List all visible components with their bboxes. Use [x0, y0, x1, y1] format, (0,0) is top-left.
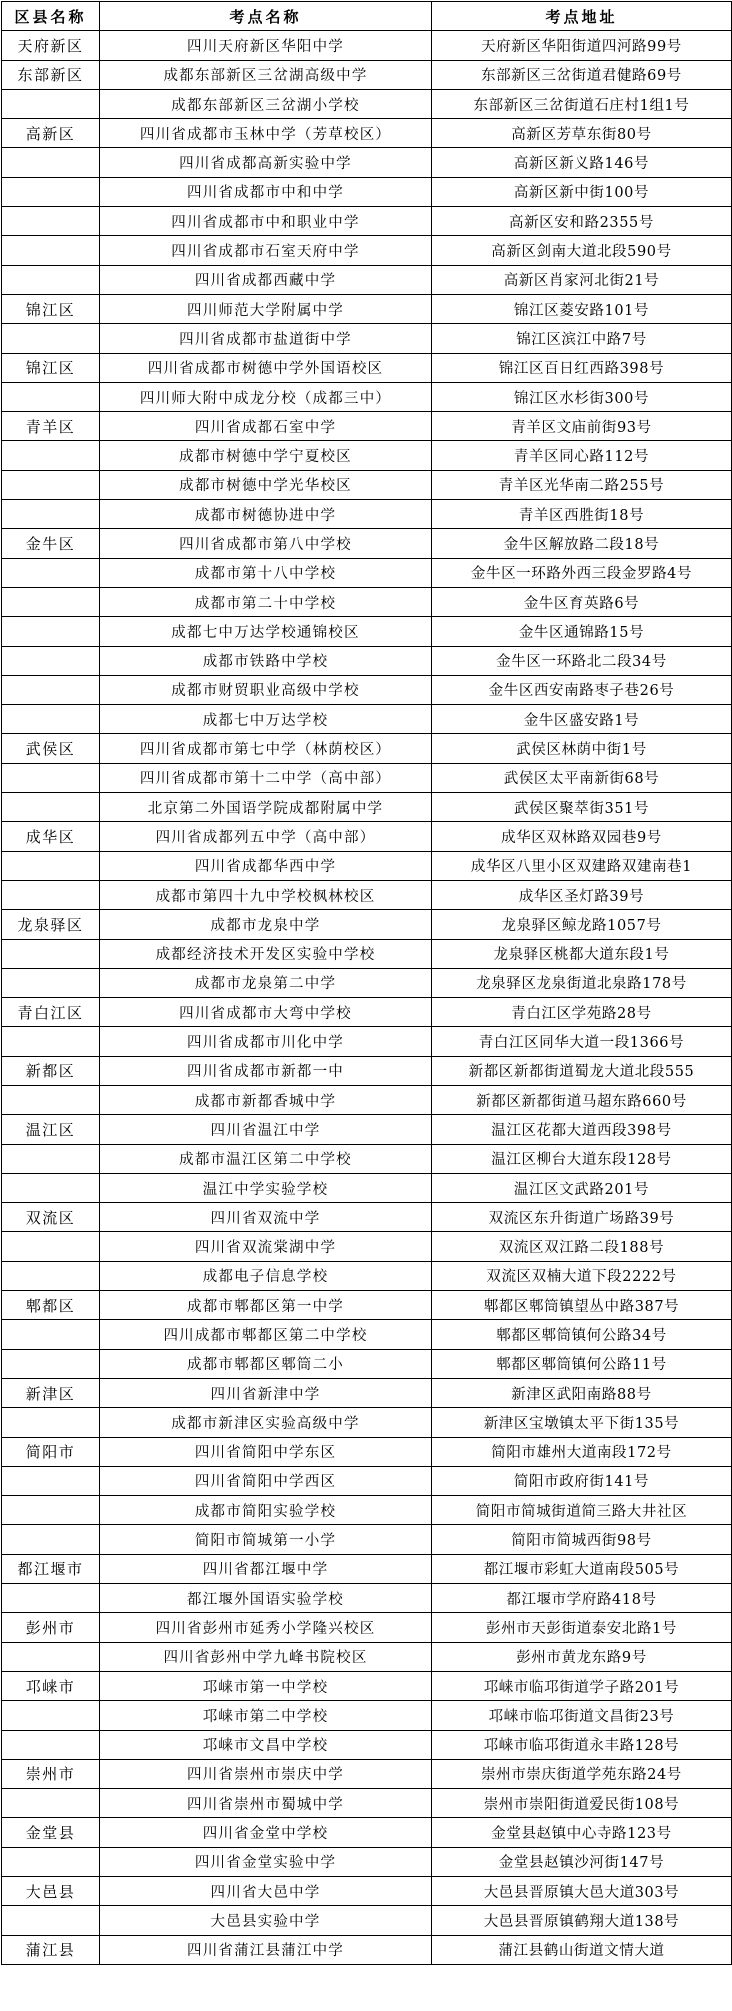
site-name-cell: 四川省双流中学 — [100, 1203, 432, 1232]
district-cell — [2, 1173, 100, 1202]
table-row — [2, 412, 732, 441]
site-address-cell: 大邑县晋原镇鹤翔大道138号 — [432, 1906, 732, 1935]
site-address-cell: 高新区新义路146号 — [432, 148, 732, 177]
table-row — [2, 1056, 732, 1085]
district-cell: 温江区 — [2, 1115, 100, 1144]
site-name-cell: 成都市龙泉第二中学 — [100, 968, 432, 997]
site-address-cell: 崇州市崇庆街道学苑东路24号 — [432, 1759, 732, 1788]
site-name-cell: 成都市郫都区郫筒二小 — [100, 1349, 432, 1378]
site-name-cell: 四川省成都西藏中学 — [100, 265, 432, 294]
site-name-cell: 四川省温江中学 — [100, 1115, 432, 1144]
district-cell — [2, 177, 100, 206]
site-name-cell: 四川师大附中成龙分校（成都三中） — [100, 382, 432, 411]
exam-site-table — [1, 1, 732, 1965]
district-cell — [2, 587, 100, 616]
table-row — [2, 1349, 732, 1378]
district-cell: 青白江区 — [2, 998, 100, 1027]
site-name-cell: 四川省彭州中学九峰书院校区 — [100, 1642, 432, 1671]
site-name-cell: 四川省成都市石室天府中学 — [100, 236, 432, 265]
district-cell: 郫都区 — [2, 1291, 100, 1320]
table-row — [2, 1378, 732, 1407]
table-row — [2, 675, 732, 704]
district-cell — [2, 207, 100, 236]
district-cell: 新都区 — [2, 1056, 100, 1085]
site-address-cell: 蒲江县鹤山街道文情大道 — [432, 1935, 732, 1964]
district-cell — [2, 1789, 100, 1818]
site-name-cell: 四川省成都石室中学 — [100, 412, 432, 441]
district-cell — [2, 1847, 100, 1876]
site-name-cell: 四川省成都市中和职业中学 — [100, 207, 432, 236]
district-cell: 蒲江县 — [2, 1935, 100, 1964]
site-name-cell: 简阳市简城第一小学 — [100, 1525, 432, 1554]
table-body — [2, 31, 732, 1965]
site-name-cell: 成都市第十八中学校 — [100, 558, 432, 587]
header-district: 区县名称 — [2, 2, 100, 31]
table-row — [2, 617, 732, 646]
table-row — [2, 1144, 732, 1173]
table-row — [2, 1730, 732, 1759]
table-row — [2, 353, 732, 382]
district-cell — [2, 793, 100, 822]
site-name-cell: 成都市铁路中学校 — [100, 646, 432, 675]
site-address-cell: 温江区文武路201号 — [432, 1173, 732, 1202]
site-name-cell: 成都市简阳实验学校 — [100, 1496, 432, 1525]
table-row — [2, 1291, 732, 1320]
site-name-cell: 四川省成都市大弯中学校 — [100, 998, 432, 1027]
site-name-cell: 成都电子信息学校 — [100, 1261, 432, 1290]
site-name-cell: 四川省成都市第七中学（林荫校区） — [100, 734, 432, 763]
district-cell: 金牛区 — [2, 529, 100, 558]
site-address-cell: 高新区芳草东街80号 — [432, 119, 732, 148]
table-row — [2, 31, 732, 60]
site-name-cell: 四川省都江堰中学 — [100, 1554, 432, 1583]
table-row — [2, 558, 732, 587]
table-row — [2, 910, 732, 939]
site-name-cell: 四川省成都列五中学（高中部） — [100, 822, 432, 851]
table-row — [2, 1584, 732, 1613]
table-row — [2, 1203, 732, 1232]
site-address-cell: 邛崃市临邛街道文昌街23号 — [432, 1701, 732, 1730]
site-address-cell: 新津区武阳南路88号 — [432, 1378, 732, 1407]
district-cell: 成华区 — [2, 822, 100, 851]
site-address-cell: 青白江区学苑路28号 — [432, 998, 732, 1027]
table-row — [2, 1935, 732, 1964]
district-cell: 东部新区 — [2, 60, 100, 89]
site-name-cell: 成都市新津区实验高级中学 — [100, 1408, 432, 1437]
table-row — [2, 793, 732, 822]
site-address-cell: 天府新区华阳街道四河路99号 — [432, 31, 732, 60]
district-cell — [2, 324, 100, 353]
district-cell — [2, 1466, 100, 1495]
site-name-cell: 四川省成都高新实验中学 — [100, 148, 432, 177]
district-cell — [2, 1701, 100, 1730]
site-name-cell: 四川省新津中学 — [100, 1378, 432, 1407]
site-name-cell: 成都东部新区三岔湖高级中学 — [100, 60, 432, 89]
table-row — [2, 1789, 732, 1818]
site-address-cell: 简阳市雄州大道南段172号 — [432, 1437, 732, 1466]
district-cell — [2, 1349, 100, 1378]
site-name-cell: 成都市树德中学光华校区 — [100, 470, 432, 499]
district-cell — [2, 265, 100, 294]
site-address-cell: 高新区肖家河北街21号 — [432, 265, 732, 294]
site-address-cell: 青白江区同华大道一段1366号 — [432, 1027, 732, 1056]
site-address-cell: 龙泉驿区龙泉街道北泉路178号 — [432, 968, 732, 997]
site-address-cell: 成华区八里小区双建路双建南巷1 — [432, 851, 732, 880]
site-address-cell: 双流区双楠大道下段2222号 — [432, 1261, 732, 1290]
table-row — [2, 1613, 732, 1642]
table-row — [2, 1877, 732, 1906]
site-address-cell: 双流区东升街道广场路39号 — [432, 1203, 732, 1232]
district-cell — [2, 851, 100, 880]
table-row — [2, 119, 732, 148]
district-cell — [2, 705, 100, 734]
site-address-cell: 新都区新都街道马超东路660号 — [432, 1085, 732, 1114]
site-name-cell: 大邑县实验中学 — [100, 1906, 432, 1935]
table-row — [2, 1525, 732, 1554]
district-cell — [2, 1525, 100, 1554]
site-address-cell: 金牛区通锦路15号 — [432, 617, 732, 646]
district-cell: 双流区 — [2, 1203, 100, 1232]
site-address-cell: 高新区新中街100号 — [432, 177, 732, 206]
site-name-cell: 成都市树德中学宁夏校区 — [100, 441, 432, 470]
header-site-address: 考点地址 — [432, 2, 732, 31]
district-cell — [2, 1085, 100, 1114]
table-row — [2, 1085, 732, 1114]
site-address-cell: 金牛区一环路北二段34号 — [432, 646, 732, 675]
district-cell — [2, 646, 100, 675]
district-cell: 天府新区 — [2, 31, 100, 60]
site-address-cell: 东部新区三岔街道石庄村1组1号 — [432, 89, 732, 118]
site-address-cell: 锦江区菱安路101号 — [432, 294, 732, 323]
site-name-cell: 成都市第四十九中学校枫林校区 — [100, 880, 432, 909]
district-cell: 高新区 — [2, 119, 100, 148]
table-row — [2, 500, 732, 529]
site-address-cell: 青羊区同心路112号 — [432, 441, 732, 470]
table-row — [2, 998, 732, 1027]
site-name-cell: 四川省彭州市延秀小学隆兴校区 — [100, 1613, 432, 1642]
header-site-name: 考点名称 — [100, 2, 432, 31]
table-row — [2, 1671, 732, 1700]
site-address-cell: 金牛区西安南路枣子巷26号 — [432, 675, 732, 704]
site-address-cell: 崇州市崇阳街道爱民街108号 — [432, 1789, 732, 1818]
district-cell — [2, 675, 100, 704]
district-cell: 金堂县 — [2, 1818, 100, 1847]
table-row — [2, 939, 732, 968]
district-cell — [2, 148, 100, 177]
district-cell: 青羊区 — [2, 412, 100, 441]
district-cell — [2, 1027, 100, 1056]
site-address-cell: 金牛区解放路二段18号 — [432, 529, 732, 558]
site-name-cell: 四川省成都市中和中学 — [100, 177, 432, 206]
site-address-cell: 双流区双江路二段188号 — [432, 1232, 732, 1261]
site-name-cell: 四川省双流棠湖中学 — [100, 1232, 432, 1261]
site-address-cell: 锦江区水杉街300号 — [432, 382, 732, 411]
table-row — [2, 1496, 732, 1525]
site-address-cell: 温江区花都大道西段398号 — [432, 1115, 732, 1144]
district-cell — [2, 441, 100, 470]
table-row — [2, 851, 732, 880]
table-row — [2, 1466, 732, 1495]
table-row — [2, 822, 732, 851]
district-cell — [2, 1261, 100, 1290]
table-row — [2, 705, 732, 734]
site-name-cell: 四川省崇州市蜀城中学 — [100, 1789, 432, 1818]
site-address-cell: 彭州市天彭街道泰安北路1号 — [432, 1613, 732, 1642]
site-name-cell: 四川省成都市第八中学校 — [100, 529, 432, 558]
table-row — [2, 207, 732, 236]
header-row — [2, 2, 732, 31]
site-address-cell: 温江区柳台大道东段128号 — [432, 1144, 732, 1173]
site-address-cell: 大邑县晋原镇大邑大道303号 — [432, 1877, 732, 1906]
table-row — [2, 265, 732, 294]
site-name-cell: 成都市龙泉中学 — [100, 910, 432, 939]
table-row — [2, 1642, 732, 1671]
district-cell — [2, 500, 100, 529]
table-row — [2, 587, 732, 616]
site-address-cell: 锦江区百日红西路398号 — [432, 353, 732, 382]
site-address-cell: 锦江区滨江中路7号 — [432, 324, 732, 353]
table-row — [2, 1173, 732, 1202]
site-name-cell: 四川省金堂实验中学 — [100, 1847, 432, 1876]
district-cell — [2, 1320, 100, 1349]
district-cell — [2, 1144, 100, 1173]
site-name-cell: 邛崃市第一中学校 — [100, 1671, 432, 1700]
table-row — [2, 1906, 732, 1935]
site-name-cell: 四川省成都市玉林中学（芳草校区） — [100, 119, 432, 148]
site-name-cell: 温江中学实验学校 — [100, 1173, 432, 1202]
table-row — [2, 1115, 732, 1144]
district-cell: 邛崃市 — [2, 1671, 100, 1700]
site-name-cell: 成都东部新区三岔湖小学校 — [100, 89, 432, 118]
site-address-cell: 新津区宝墩镇太平下街135号 — [432, 1408, 732, 1437]
site-name-cell: 四川省大邑中学 — [100, 1877, 432, 1906]
site-name-cell: 成都市新都香城中学 — [100, 1085, 432, 1114]
table-row — [2, 294, 732, 323]
site-name-cell: 成都经济技术开发区实验中学校 — [100, 939, 432, 968]
table-row — [2, 236, 732, 265]
site-name-cell: 四川省成都市盐道街中学 — [100, 324, 432, 353]
district-cell: 都江堰市 — [2, 1554, 100, 1583]
table-row — [2, 470, 732, 499]
district-cell — [2, 1232, 100, 1261]
table-row — [2, 1232, 732, 1261]
district-cell — [2, 1408, 100, 1437]
site-address-cell: 青羊区光华南二路255号 — [432, 470, 732, 499]
district-cell — [2, 470, 100, 499]
table-row — [2, 1818, 732, 1847]
site-name-cell: 四川省蒲江县蒲江中学 — [100, 1935, 432, 1964]
table-row — [2, 529, 732, 558]
site-name-cell: 四川省简阳中学西区 — [100, 1466, 432, 1495]
table-row — [2, 1408, 732, 1437]
table-row — [2, 1759, 732, 1788]
district-cell — [2, 1642, 100, 1671]
district-cell: 新津区 — [2, 1378, 100, 1407]
district-cell: 武侯区 — [2, 734, 100, 763]
table-row — [2, 324, 732, 353]
site-name-cell: 成都市温江区第二中学校 — [100, 1144, 432, 1173]
site-address-cell: 青羊区西胜街18号 — [432, 500, 732, 529]
site-address-cell: 龙泉驿区桃都大道东段1号 — [432, 939, 732, 968]
site-address-cell: 龙泉驿区鲸龙路1057号 — [432, 910, 732, 939]
site-address-cell: 彭州市黄龙东路9号 — [432, 1642, 732, 1671]
site-name-cell: 四川省成都华西中学 — [100, 851, 432, 880]
district-cell — [2, 763, 100, 792]
table-row — [2, 968, 732, 997]
site-name-cell: 成都市财贸职业高级中学校 — [100, 675, 432, 704]
table-row — [2, 1701, 732, 1730]
site-address-cell: 金堂县赵镇沙河街147号 — [432, 1847, 732, 1876]
district-cell — [2, 880, 100, 909]
table-row — [2, 734, 732, 763]
district-cell — [2, 617, 100, 646]
site-address-cell: 邛崃市临邛街道永丰路128号 — [432, 1730, 732, 1759]
site-address-cell: 郫都区郫筒镇何公路34号 — [432, 1320, 732, 1349]
district-cell — [2, 558, 100, 587]
table-row — [2, 1320, 732, 1349]
site-address-cell: 武侯区林荫中街1号 — [432, 734, 732, 763]
table-row — [2, 382, 732, 411]
site-name-cell: 四川成都市郫都区第二中学校 — [100, 1320, 432, 1349]
table-row — [2, 763, 732, 792]
site-address-cell: 金牛区盛安路1号 — [432, 705, 732, 734]
table-row — [2, 1554, 732, 1583]
table-row — [2, 177, 732, 206]
site-address-cell: 邛崃市临邛街道学子路201号 — [432, 1671, 732, 1700]
site-name-cell: 四川天府新区华阳中学 — [100, 31, 432, 60]
site-name-cell: 四川省简阳中学东区 — [100, 1437, 432, 1466]
site-name-cell: 成都市第二十中学校 — [100, 587, 432, 616]
district-cell — [2, 89, 100, 118]
site-name-cell: 邛崃市文昌中学校 — [100, 1730, 432, 1759]
table-row — [2, 646, 732, 675]
district-cell: 简阳市 — [2, 1437, 100, 1466]
site-address-cell: 新都区新都街道蜀龙大道北段555 — [432, 1056, 732, 1085]
site-name-cell: 成都七中万达学校通锦校区 — [100, 617, 432, 646]
site-name-cell: 四川省成都市川化中学 — [100, 1027, 432, 1056]
site-address-cell: 简阳市简城西街98号 — [432, 1525, 732, 1554]
site-address-cell: 郫都区郫筒镇望丛中路387号 — [432, 1291, 732, 1320]
district-cell: 崇州市 — [2, 1759, 100, 1788]
site-address-cell: 郫都区郫筒镇何公路11号 — [432, 1349, 732, 1378]
district-cell — [2, 382, 100, 411]
table-row — [2, 1847, 732, 1876]
table-row — [2, 148, 732, 177]
district-cell: 锦江区 — [2, 353, 100, 382]
table-row — [2, 1437, 732, 1466]
site-address-cell: 东部新区三岔街道君健路69号 — [432, 60, 732, 89]
site-name-cell: 邛崃市第二中学校 — [100, 1701, 432, 1730]
site-name-cell: 成都市郫都区第一中学 — [100, 1291, 432, 1320]
site-address-cell: 成华区双林路双园巷9号 — [432, 822, 732, 851]
district-cell: 龙泉驿区 — [2, 910, 100, 939]
district-cell — [2, 1906, 100, 1935]
site-name-cell: 四川省金堂中学校 — [100, 1818, 432, 1847]
table-row — [2, 441, 732, 470]
site-address-cell: 金堂县赵镇中心寺路123号 — [432, 1818, 732, 1847]
district-cell — [2, 939, 100, 968]
site-address-cell: 都江堰市学府路418号 — [432, 1584, 732, 1613]
site-address-cell: 武侯区聚萃街351号 — [432, 793, 732, 822]
site-address-cell: 武侯区太平南新街68号 — [432, 763, 732, 792]
site-name-cell: 四川省成都市第十二中学（高中部） — [100, 763, 432, 792]
site-address-cell: 成华区圣灯路39号 — [432, 880, 732, 909]
district-cell: 彭州市 — [2, 1613, 100, 1642]
site-name-cell: 四川省成都市树德中学外国语校区 — [100, 353, 432, 382]
site-name-cell: 四川省成都市新都一中 — [100, 1056, 432, 1085]
district-cell — [2, 968, 100, 997]
site-name-cell: 成都七中万达学校 — [100, 705, 432, 734]
table-row — [2, 89, 732, 118]
site-address-cell: 简阳市政府街141号 — [432, 1466, 732, 1495]
table-row — [2, 60, 732, 89]
district-cell — [2, 1584, 100, 1613]
site-address-cell: 简阳市简城街道简三路大井社区 — [432, 1496, 732, 1525]
district-cell — [2, 1496, 100, 1525]
site-name-cell: 北京第二外国语学院成都附属中学 — [100, 793, 432, 822]
table-row — [2, 1027, 732, 1056]
district-cell: 锦江区 — [2, 294, 100, 323]
table-row — [2, 1261, 732, 1290]
site-address-cell: 高新区安和路2355号 — [432, 207, 732, 236]
site-address-cell: 金牛区育英路6号 — [432, 587, 732, 616]
district-cell: 大邑县 — [2, 1877, 100, 1906]
site-address-cell: 高新区剑南大道北段590号 — [432, 236, 732, 265]
site-name-cell: 四川师范大学附属中学 — [100, 294, 432, 323]
site-name-cell: 四川省崇州市崇庆中学 — [100, 1759, 432, 1788]
district-cell — [2, 236, 100, 265]
site-address-cell: 金牛区一环路外西三段金罗路4号 — [432, 558, 732, 587]
site-address-cell: 都江堰市彩虹大道南段505号 — [432, 1554, 732, 1583]
table-row — [2, 880, 732, 909]
district-cell — [2, 1730, 100, 1759]
site-name-cell: 成都市树德协进中学 — [100, 500, 432, 529]
site-name-cell: 都江堰外国语实验学校 — [100, 1584, 432, 1613]
site-address-cell: 青羊区文庙前街93号 — [432, 412, 732, 441]
